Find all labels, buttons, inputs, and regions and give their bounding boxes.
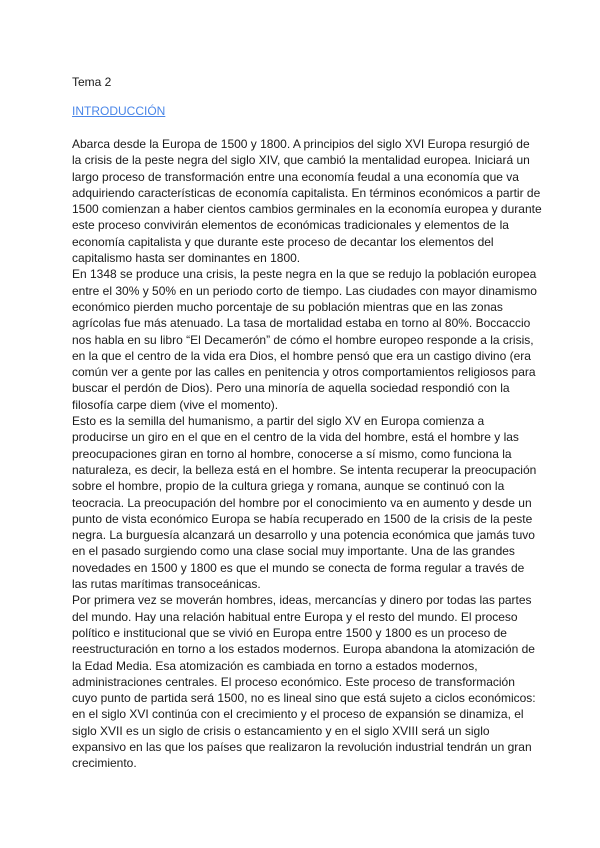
- paragraph-1: Abarca desde la Europa de 1500 y 1800. A principios del siglo XVI Europa resurgió de la crisis de la peste negra del siglo XIV, que cambió la mentalidad europea. Iniciará un largo proceso de transformación entre una economía feudal a una economía que va adquiriendo características de economía capitalista. En términos económicos a partir de 1500 comienzan a haber cientos cambios germinales en la economía europea y durante este proceso convivirán elementos de económicas tradicionales y elementos de la economía capitalista y que durante este proceso de decantar los elementos del capitalismo hasta ser dominantes en 1800.: [72, 137, 542, 266]
- document-title: Tema 2: [72, 75, 112, 89]
- introduccion-heading-link[interactable]: INTRODUCCIÓN: [72, 104, 166, 118]
- paragraph-2: En 1348 se produce una crisis, la peste negra en la que se redujo la población europea entre el 30% y 50% en un periodo corto de tiempo. Las ciudades con mayor dinamismo económico pierden mucho porcentaje de su población mientras que en las zonas agrícolas fue más atenuado. La tasa de mortalidad estaba en torno al 80%. Boccaccio nos habla en su libro “El Decamerón” de cómo el hombre europeo responde a la crisis, en la que el centro de la vida era Dios, el hombre pensó que era un castigo divino (era común ver a gente por las calles en penitencia y otros comportamientos religiosos para buscar el perdón de Dios). Pero una minoría de aquella sociedad respondió con la filosofía carpe diem (vive el momento).: [72, 267, 537, 412]
- paragraph-4: Por primera vez se moverán hombres, ideas, mercancías y dinero por todas las partes del mundo. Hay una relación habitual entre Europa y el resto del mundo. El proceso político e institucional que se vivió en Europa entre 1500 y 1800 es un proceso de reestructuración en torno a los estados modernos. Europa abandona la atomización de la Edad Media. Esa atomización es cambiada en torno a estados modernos, administraciones centrales. El proceso económico. Este proceso de transformación cuyo punto de partida será 1500, no es lineal sino que está sujeto a ciclos económicos: en el siglo XVI continúa con el crecimiento y el proceso de expansión se dinamiza, el siglo XVII es un siglo de crisis o estancamiento y en el siglo XVIII será un siglo expansivo en las que los países que realizaron la revolución industrial tendrán un gran crecimiento.: [72, 593, 536, 771]
- paragraph-3: Esto es la semilla del humanismo, a partir del siglo XV en Europa comienza a producirse un giro en el que en el centro de la vida del hombre, está el hombre y las preocupaciones giran en torno al hombre, conocerse a sí mismo, como funciona la naturaleza, es decir, la belleza está en el hombre. Se intenta recuperar la preocupación sobre el hombre, propio de la cultura griega y romana, aunque se continuó con la teocracia. La preocupación del hombre por el conocimiento va en aumento y desde un punto de vista económico Europa se había recuperado en 1500 de la crisis de la peste negra. La burguesía alcanzará un desarrollo y una potencia económica que jamás tuvo en el pasado surgiendo como una clase social muy importante. Una de las grandes novedades en 1500 y 1800 es que el mundo se conecta de forma regular a través de las rutas marítimas transoceánicas.: [72, 414, 537, 592]
- document-body: [72, 136, 542, 772]
